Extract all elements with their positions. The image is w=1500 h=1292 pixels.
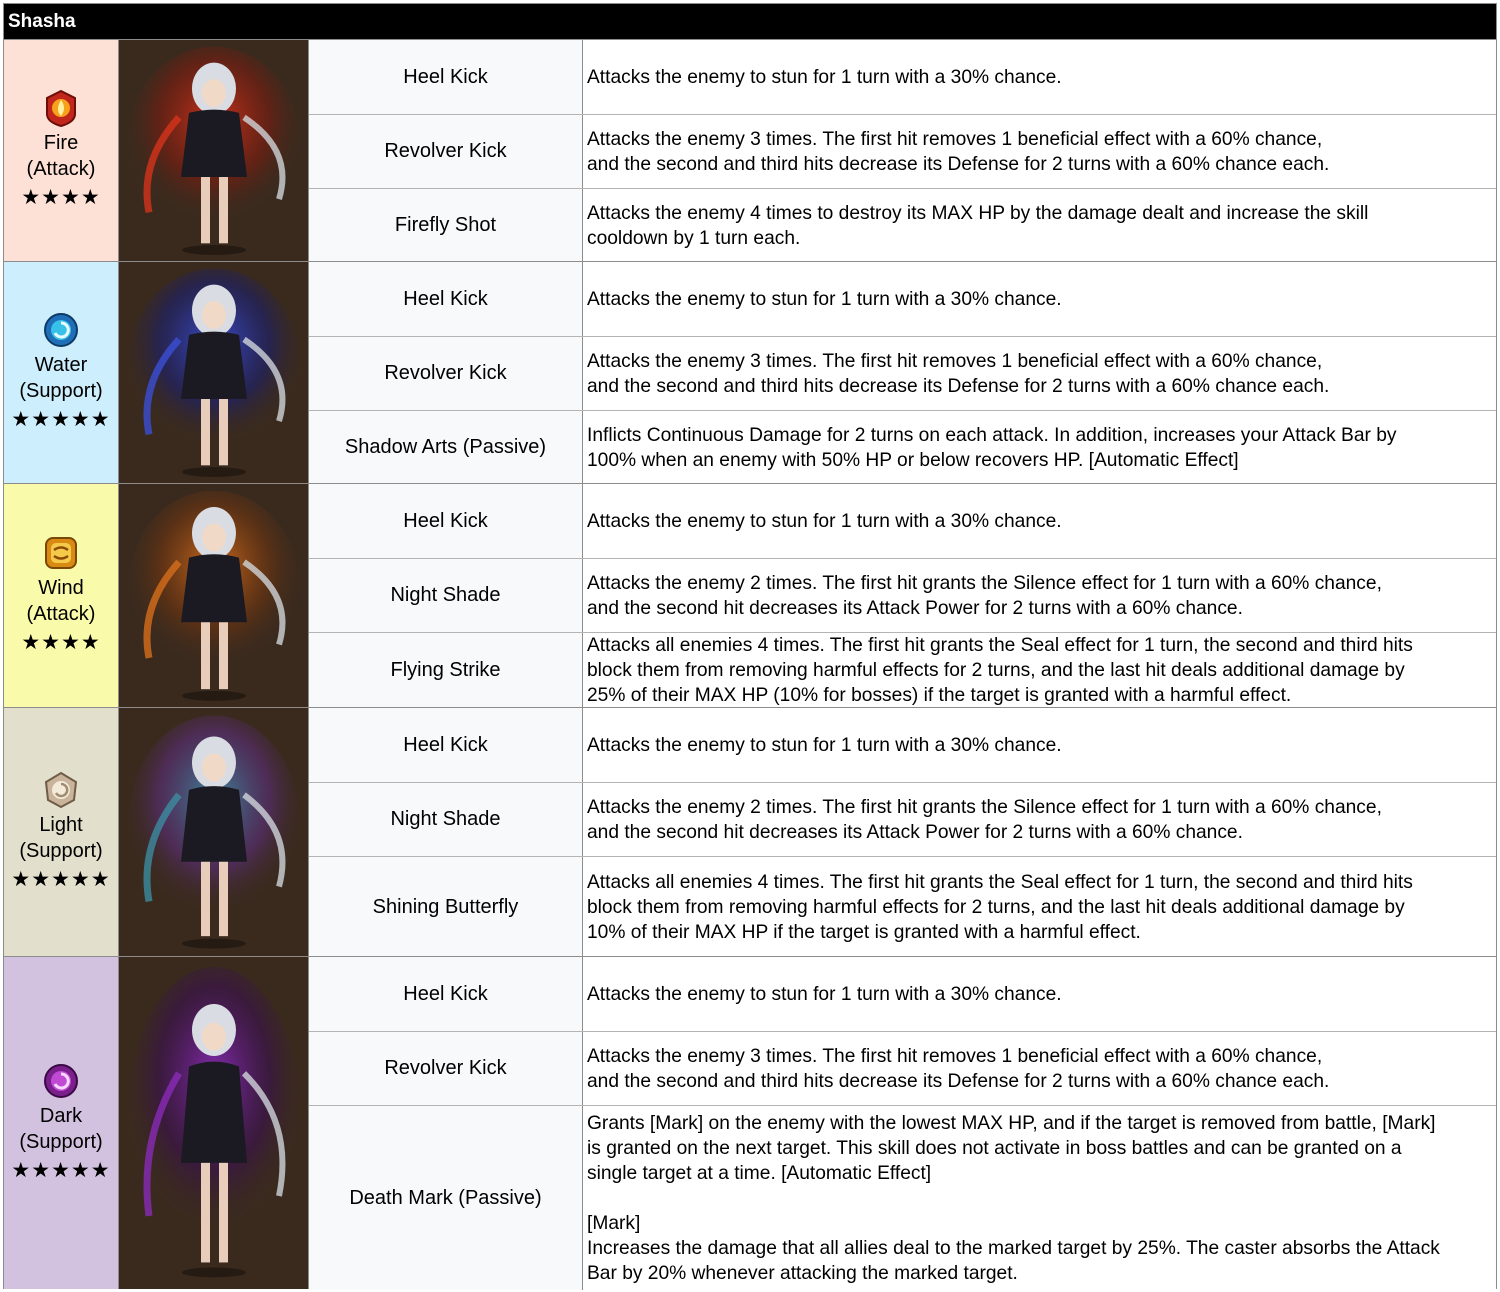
skill-row: [309, 188, 1496, 262]
character-portrait: [119, 262, 309, 483]
skill-name: Shadow Arts (Passive): [309, 411, 583, 484]
skill-description: Attacks all enemies 4 times. The first hit grants the Seal effect for 1 turn, the second and third hits block them from removing harmful effects for 2 turns, and the last hit deals additional damage by 25% of their MAX HP (10% for bosses) if the target is granted with a harmful effect.: [583, 633, 1496, 708]
skill-name: Death Mark (Passive): [309, 1106, 583, 1290]
skill-description: Attacks the enemy to stun for 1 turn with a 30% chance.: [583, 40, 1496, 114]
skill-row: [309, 856, 1496, 957]
element-name: Dark: [39, 1104, 83, 1127]
character-portrait-art: [119, 40, 309, 261]
role-label: (Attack): [26, 603, 96, 625]
star-rating: ★★★★: [21, 186, 101, 209]
attribute-cell: [4, 484, 119, 707]
skill-name: Revolver Kick: [309, 115, 583, 188]
character-portrait-art: [119, 484, 309, 707]
skill-description: Inflicts Continuous Damage for 2 turns on each attack. In addition, increases your Attack Bar by 100% when an enemy with 50% HP or below recovers HP. [Automatic Effect]: [583, 411, 1496, 484]
skill-row: [309, 114, 1496, 188]
variant-block-water: [4, 261, 1496, 483]
skill-description: Attacks the enemy to stun for 1 turn with a 30% chance.: [583, 262, 1496, 336]
skill-name: Revolver Kick: [309, 1032, 583, 1105]
character-portrait: [119, 708, 309, 956]
skill-name: Flying Strike: [309, 633, 583, 708]
skill-name: Heel Kick: [309, 262, 583, 336]
skill-name: Night Shade: [309, 783, 583, 856]
star-rating: ★★★★★: [11, 867, 111, 891]
skill-name: Heel Kick: [309, 957, 583, 1031]
character-portrait-art: [119, 957, 309, 1289]
role-label: (Support): [19, 1130, 103, 1153]
skill-row: [309, 336, 1496, 410]
skill-row: [309, 40, 1496, 114]
skill-row: [309, 782, 1496, 856]
character-portrait: [119, 40, 309, 261]
variant-block-wind: [4, 483, 1496, 707]
skill-row: [309, 484, 1496, 558]
table-title: Shasha: [4, 4, 1496, 39]
skill-name: Firefly Shot: [309, 189, 583, 262]
wind-element-icon: [41, 533, 81, 573]
element-name: Light: [39, 813, 83, 836]
skill-description: Attacks the enemy to stun for 1 turn with a 30% chance.: [583, 484, 1496, 558]
attribute-cell: [4, 708, 119, 956]
skill-row: [309, 708, 1496, 782]
skill-row: [309, 957, 1496, 1031]
character-portrait-art: [119, 262, 309, 483]
role-label: (Attack): [26, 158, 96, 180]
attribute-cell: [4, 957, 119, 1289]
variant-block-fire: [4, 39, 1496, 261]
skill-description: Attacks the enemy to stun for 1 turn with a 30% chance.: [583, 957, 1496, 1031]
skill-description: Attacks the enemy to stun for 1 turn with a 30% chance.: [583, 708, 1496, 782]
character-portrait: [119, 484, 309, 707]
water-element-icon: [41, 310, 81, 350]
star-rating: ★★★★★: [11, 1158, 111, 1182]
skill-name: Heel Kick: [309, 484, 583, 558]
dark-element-icon: [41, 1061, 81, 1101]
attribute-cell: [4, 262, 119, 483]
element-name: Wind: [38, 577, 84, 599]
role-label: (Support): [19, 839, 103, 862]
element-name: Water: [34, 354, 88, 376]
character-portrait-art: [119, 708, 309, 956]
skill-description: Attacks the enemy 3 times. The first hit removes 1 beneficial effect with a 60% chance, and the second and third hits decrease its Defense for 2 turns with a 60% chance each.: [583, 115, 1496, 188]
skill-description: Attacks the enemy 4 times to destroy its MAX HP by the damage dealt and increase the skill cooldown by 1 turn each.: [583, 189, 1496, 262]
light-element-icon: [41, 770, 81, 810]
skill-name: Night Shade: [309, 559, 583, 632]
element-name: Fire: [43, 132, 79, 154]
skill-row: [309, 632, 1496, 708]
skill-row: [309, 410, 1496, 484]
skill-description: Attacks the enemy 3 times. The first hit removes 1 beneficial effect with a 60% chance, and the second and third hits decrease its Defense for 2 turns with a 60% chance each.: [583, 1032, 1496, 1105]
skill-description: Attacks the enemy 2 times. The first hit grants the Silence effect for 1 turn with a 60% chance, and the second hit decreases its Attack Power for 2 turns with a 60% chance.: [583, 783, 1496, 856]
skill-row: [309, 558, 1496, 632]
skill-row: [309, 1031, 1496, 1105]
skill-name: Shining Butterfly: [309, 857, 583, 957]
character-portrait: [119, 957, 309, 1289]
star-rating: ★★★★: [21, 631, 101, 654]
variant-block-dark: [4, 956, 1496, 1289]
skill-description: Attacks the enemy 2 times. The first hit grants the Silence effect for 1 turn with a 60% chance, and the second hit decreases its Attack Power for 2 turns with a 60% chance.: [583, 559, 1496, 632]
skill-row: [309, 262, 1496, 336]
variant-block-light: [4, 707, 1496, 956]
skill-description: Grants [Mark] on the enemy with the lowest MAX HP, and if the target is removed from battle, [Mark] is granted on the next target. This skill does not activate in boss battles and can be granted on a single target at a time. [Automatic Effect] [Mark] Increases the damage that all allies deal to the marked target by 25%. The caster absorbs the Attack Bar by 20% whenever attacking the marked target.: [583, 1106, 1496, 1290]
skill-name: Revolver Kick: [309, 337, 583, 410]
star-rating: ★★★★★: [11, 408, 111, 431]
skill-name: Heel Kick: [309, 40, 583, 114]
role-label: (Support): [19, 380, 103, 402]
skill-row: [309, 1105, 1496, 1290]
skill-table: [3, 3, 1497, 1289]
attribute-cell: [4, 40, 119, 261]
skill-name: Heel Kick: [309, 708, 583, 782]
skill-description: Attacks the enemy 3 times. The first hit removes 1 beneficial effect with a 60% chance, and the second and third hits decrease its Defense for 2 turns with a 60% chance each.: [583, 337, 1496, 410]
fire-element-icon: [41, 88, 81, 128]
skill-description: Attacks all enemies 4 times. The first hit grants the Seal effect for 1 turn, the second and third hits block them from removing harmful effects for 2 turns, and the last hit deals additional damage by 10% of their MAX HP if the target is granted with a harmful effect.: [583, 857, 1496, 957]
